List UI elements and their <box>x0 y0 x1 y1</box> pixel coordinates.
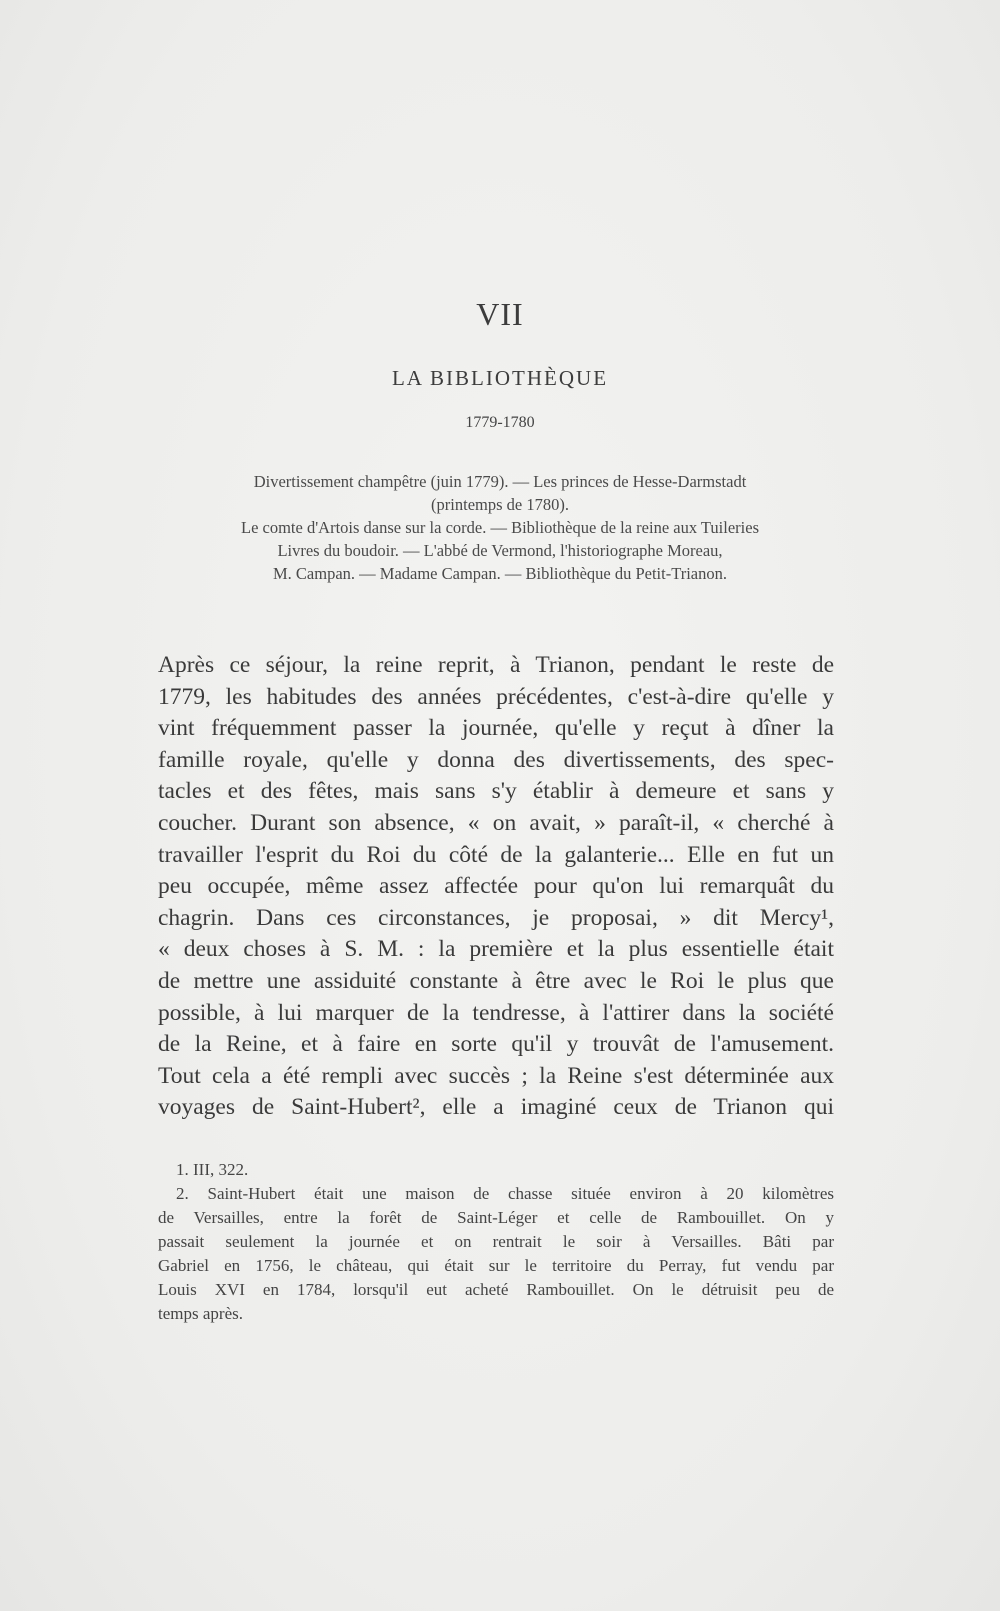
summary-line: Divertissement champêtre (juin 1779). — Les princes de Hesse-Darmstadt <box>253 472 747 491</box>
body-line: voyages de Saint-Hubert², elle a imaginé ceux de Trianon qui <box>158 1094 834 1121</box>
footnote-1: 1. III, 322. <box>176 1160 249 1179</box>
footnote-2-line: passait seulement la journée et on rentrait le soir à Versailles. Bâti par <box>158 1232 834 1251</box>
chapter-title: LA BIBLIOTHÈQUE <box>391 366 609 390</box>
body-line: de mettre une assiduité constante à être avec le Roi le plus que <box>158 967 834 994</box>
footnotes <box>158 1158 834 1326</box>
body-line: 1779, les habitudes des années précédentes, c'est-à-dire qu'elle y <box>158 683 834 710</box>
body-line: de la Reine, et à faire en sorte qu'il y trouvât de l'amusement. <box>158 1031 834 1058</box>
body-line: chagrin. Dans ces circonstances, je proposai, » dit Mercy¹, <box>158 904 834 931</box>
chapter-dates: 1779-1780 <box>465 414 535 431</box>
footnote-2-line: temps après. <box>158 1304 243 1323</box>
footnote-2-line: Gabriel en 1756, le château, qui était sur le territoire du Perray, fut vendu par <box>158 1256 834 1275</box>
footnote-2-line: Louis XVI en 1784, lorsqu'il eut acheté Rambouillet. On le détruisit peu de <box>158 1280 834 1299</box>
body-line: coucher. Durant son absence, « on avait, » paraît-il, « cherché à <box>158 809 834 836</box>
footnote-2-line: 2. Saint-Hubert était une maison de chasse située environ à 20 kilomètres <box>176 1184 834 1203</box>
summary-line: M. Campan. — Madame Campan. — Bibliothèque du Petit-Trianon. <box>272 564 727 583</box>
body-line: peu occupée, même assez affectée pour qu'on lui remarquât du <box>158 873 834 900</box>
chapter-summary <box>160 470 840 585</box>
chapter-number: VII <box>476 296 524 332</box>
footnote-2-line: de Versailles, entre la forêt de Saint-Léger et celle de Rambouillet. On y <box>158 1208 834 1227</box>
summary-line: Livres du boudoir. — L'abbé de Vermond, l'historiographe Moreau, <box>277 541 723 560</box>
body-line: Tout cela a été rempli avec succès ; la Reine s'est déterminée aux <box>158 1062 834 1089</box>
body-paragraph <box>158 650 834 1124</box>
body-line: travailler l'esprit du Roi du côté de la galanterie... Elle en fut un <box>158 841 834 868</box>
body-line: « deux choses à S. M. : la première et la plus essentielle était <box>158 936 834 963</box>
body-line: famille royale, qu'elle y donna des divertissements, des spec- <box>158 746 834 773</box>
summary-line: Le comte d'Artois danse sur la corde. — Bibliothèque de la reine aux Tuileries <box>240 518 759 537</box>
body-line: vint fréquemment passer la journée, qu'elle y reçut à dîner la <box>158 715 834 742</box>
body-line: Après ce séjour, la reine reprit, à Trianon, pendant le reste de <box>158 652 834 678</box>
body-line: possible, à lui marquer de la tendresse, à l'attirer dans la société <box>158 999 834 1026</box>
body-line: tacles et des fêtes, mais sans s'y établir à demeure et sans y <box>158 778 834 805</box>
summary-line: (printemps de 1780). <box>431 495 569 514</box>
